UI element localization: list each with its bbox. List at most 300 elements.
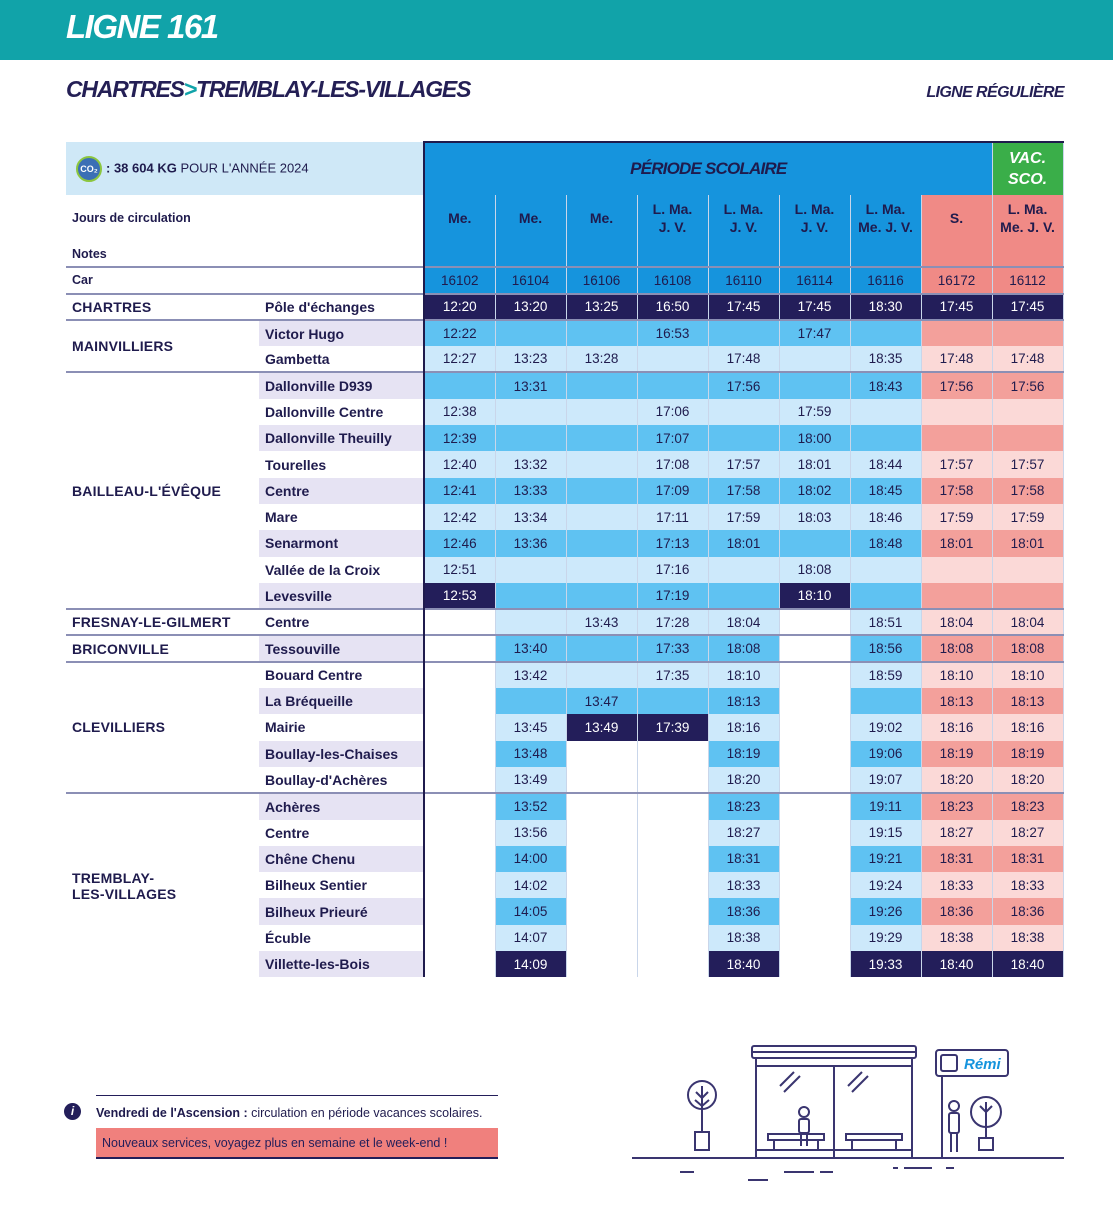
- remi-logo: Rémi: [964, 1056, 1001, 1073]
- time-cell: 19:02: [850, 714, 921, 740]
- time-cell: [779, 846, 850, 872]
- time-cell: [424, 635, 495, 661]
- time-cell: 13:28: [566, 346, 637, 372]
- time-cell: [850, 425, 921, 451]
- time-cell: [566, 767, 637, 793]
- stop-name: Vallée de la Croix: [259, 557, 424, 583]
- stop-name: Dallonville D939: [259, 372, 424, 398]
- notes-cell: [779, 241, 850, 267]
- time-cell: [424, 609, 495, 635]
- time-cell: [779, 662, 850, 688]
- time-cell: 13:23: [495, 346, 566, 372]
- ascension-note: [96, 1095, 498, 1127]
- time-cell: [708, 399, 779, 425]
- days-line1: S.: [949, 210, 964, 226]
- days-line1: Me.: [518, 210, 543, 226]
- time-cell: [566, 820, 637, 846]
- stop-name: Mare: [259, 504, 424, 530]
- time-cell: 12:22: [424, 320, 495, 346]
- time-cell: [566, 504, 637, 530]
- time-cell: [637, 372, 708, 398]
- days-line1: L. Ma.: [865, 201, 906, 217]
- time-cell: 19:33: [850, 951, 921, 977]
- time-cell: 18:08: [779, 557, 850, 583]
- time-cell: 14:00: [495, 846, 566, 872]
- time-cell: 18:20: [921, 767, 992, 793]
- stop-name: Villette-les-Bois: [259, 951, 424, 977]
- time-cell: 18:13: [708, 688, 779, 714]
- time-cell: [779, 951, 850, 977]
- days-cell: [637, 195, 708, 241]
- time-cell: [424, 793, 495, 819]
- time-cell: [921, 399, 992, 425]
- time-cell: 19:06: [850, 741, 921, 767]
- time-cell: 17:48: [992, 346, 1063, 372]
- time-cell: [424, 925, 495, 951]
- notes-row: [66, 241, 1063, 267]
- time-cell: [637, 925, 708, 951]
- time-cell: [779, 741, 850, 767]
- time-cell: [779, 372, 850, 398]
- time-cell: [779, 714, 850, 740]
- period-header-row: [66, 142, 1063, 195]
- time-cell: [850, 399, 921, 425]
- time-cell: 18:40: [921, 951, 992, 977]
- days-line2: Me. J. V.: [858, 219, 913, 235]
- time-cell: [424, 372, 495, 398]
- time-cell: 19:29: [850, 925, 921, 951]
- time-cell: 12:42: [424, 504, 495, 530]
- time-cell: 18:36: [992, 898, 1063, 924]
- time-cell: [708, 320, 779, 346]
- time-cell: [495, 425, 566, 451]
- notes-cell: [637, 241, 708, 267]
- time-cell: [424, 898, 495, 924]
- time-cell: [566, 951, 637, 977]
- stop-name: La Bréqueille: [259, 688, 424, 714]
- stop-name: Senarmont: [259, 530, 424, 556]
- time-cell: 18:35: [850, 346, 921, 372]
- time-cell: 17:11: [637, 504, 708, 530]
- notes-cell: [424, 241, 495, 267]
- time-cell: [921, 425, 992, 451]
- time-cell: 12:27: [424, 346, 495, 372]
- stop-name: Écuble: [259, 925, 424, 951]
- time-cell: [566, 635, 637, 661]
- time-cell: [424, 688, 495, 714]
- time-cell: [424, 714, 495, 740]
- notes-cell: [708, 241, 779, 267]
- notes-label: Notes: [72, 246, 107, 261]
- time-cell: 14:02: [495, 872, 566, 898]
- time-cell: [566, 925, 637, 951]
- days-cell: [424, 195, 495, 241]
- time-cell: 18:51: [850, 609, 921, 635]
- time-cell: 19:24: [850, 872, 921, 898]
- time-cell: 18:31: [921, 846, 992, 872]
- time-cell: 18:10: [921, 662, 992, 688]
- stop-name: Achères: [259, 793, 424, 819]
- time-cell: [495, 557, 566, 583]
- time-cell: 12:20: [424, 294, 495, 320]
- time-cell: [424, 662, 495, 688]
- time-cell: 17:45: [992, 294, 1063, 320]
- time-cell: 17:07: [637, 425, 708, 451]
- time-cell: [566, 478, 637, 504]
- time-cell: 13:52: [495, 793, 566, 819]
- stop-name: Victor Hugo: [259, 320, 424, 346]
- time-cell: 13:42: [495, 662, 566, 688]
- time-cell: 17:06: [637, 399, 708, 425]
- town-name: CLEVILLIERS: [66, 662, 259, 793]
- vac-line1: VAC.: [1009, 150, 1047, 167]
- time-cell: 18:27: [708, 820, 779, 846]
- stop-name: Bilheux Prieuré: [259, 898, 424, 924]
- time-cell: 16:53: [637, 320, 708, 346]
- time-cell: 17:59: [992, 504, 1063, 530]
- days-line1: L. Ma.: [1007, 201, 1048, 217]
- bus-stop-illustration: [628, 1040, 1068, 1190]
- time-cell: 17:45: [779, 294, 850, 320]
- stop-name: Chêne Chenu: [259, 846, 424, 872]
- time-cell: 18:10: [779, 583, 850, 609]
- time-cell: 18:19: [992, 741, 1063, 767]
- time-cell: 18:40: [992, 951, 1063, 977]
- time-cell: [850, 583, 921, 609]
- days-line1: L. Ma.: [652, 201, 693, 217]
- time-cell: 17:59: [921, 504, 992, 530]
- time-cell: 14:05: [495, 898, 566, 924]
- time-cell: 18:23: [921, 793, 992, 819]
- time-cell: [566, 846, 637, 872]
- time-cell: [637, 846, 708, 872]
- days-cell: [992, 195, 1063, 241]
- time-cell: 17:35: [637, 662, 708, 688]
- time-cell: 18:08: [708, 635, 779, 661]
- time-cell: 18:31: [992, 846, 1063, 872]
- days-line2: Me. J. V.: [1000, 219, 1055, 235]
- stop-name: Dallonville Theuilly: [259, 425, 424, 451]
- time-cell: 12:38: [424, 399, 495, 425]
- car-row: [66, 267, 1063, 293]
- time-cell: [921, 583, 992, 609]
- time-cell: [566, 425, 637, 451]
- route-title: [66, 76, 470, 103]
- top-banner: [0, 0, 1113, 60]
- time-cell: 12:39: [424, 425, 495, 451]
- time-cell: 18:08: [992, 635, 1063, 661]
- car-number: 16112: [992, 267, 1063, 293]
- time-cell: [779, 530, 850, 556]
- stop-name: Boullay-d'Achères: [259, 767, 424, 793]
- time-cell: [566, 583, 637, 609]
- time-cell: 18:20: [708, 767, 779, 793]
- time-cell: [850, 320, 921, 346]
- town-name: BRICONVILLE: [66, 635, 259, 661]
- time-cell: 12:41: [424, 478, 495, 504]
- town-line1: TREMBLAY-: [72, 869, 155, 886]
- time-cell: 18:38: [921, 925, 992, 951]
- days-line2: J. V.: [729, 219, 758, 235]
- new-services-banner: Nouveaux services, voyagez plus en semaine et le week-end !: [96, 1128, 498, 1159]
- stop-name: Tessouville: [259, 635, 424, 661]
- time-cell: 13:31: [495, 372, 566, 398]
- time-cell: 18:03: [779, 504, 850, 530]
- time-cell: 18:16: [921, 714, 992, 740]
- time-cell: [424, 846, 495, 872]
- time-cell: [637, 898, 708, 924]
- time-cell: [637, 820, 708, 846]
- days-cell: [921, 195, 992, 241]
- ascension-text: circulation en période vacances scolaires.: [247, 1106, 483, 1120]
- time-cell: 18:31: [708, 846, 779, 872]
- time-cell: [566, 662, 637, 688]
- town-name: CHARTRES: [66, 294, 259, 320]
- time-cell: [566, 399, 637, 425]
- time-cell: 19:15: [850, 820, 921, 846]
- time-cell: 19:26: [850, 898, 921, 924]
- time-cell: [424, 951, 495, 977]
- time-cell: [495, 688, 566, 714]
- time-cell: 14:07: [495, 925, 566, 951]
- time-cell: 13:48: [495, 741, 566, 767]
- time-cell: 19:07: [850, 767, 921, 793]
- time-cell: [708, 425, 779, 451]
- time-cell: [779, 635, 850, 661]
- time-cell: [424, 767, 495, 793]
- time-cell: [921, 557, 992, 583]
- time-cell: 18:36: [921, 898, 992, 924]
- time-cell: 18:04: [708, 609, 779, 635]
- stop-name: Boullay-les-Chaises: [259, 741, 424, 767]
- time-cell: 17:59: [779, 399, 850, 425]
- stop-name: Centre: [259, 820, 424, 846]
- time-cell: 13:49: [566, 714, 637, 740]
- time-cell: 18:23: [708, 793, 779, 819]
- time-cell: 17:08: [637, 451, 708, 477]
- time-cell: 17:58: [992, 478, 1063, 504]
- time-cell: 18:27: [921, 820, 992, 846]
- time-cell: [424, 872, 495, 898]
- days-cell: [495, 195, 566, 241]
- time-cell: [566, 372, 637, 398]
- stop-name: Tourelles: [259, 451, 424, 477]
- time-cell: [566, 793, 637, 819]
- time-cell: [779, 872, 850, 898]
- time-cell: 17:58: [708, 478, 779, 504]
- town-name: MAINVILLIERS: [66, 320, 259, 373]
- days-cell: [708, 195, 779, 241]
- time-cell: [637, 793, 708, 819]
- car-number: 16114: [779, 267, 850, 293]
- stop-name: Bilheux Sentier: [259, 872, 424, 898]
- info-icon: i: [64, 1103, 81, 1120]
- time-cell: 16:50: [637, 294, 708, 320]
- timetable: [66, 141, 1064, 977]
- time-cell: 13:49: [495, 767, 566, 793]
- time-cell: 18:04: [992, 609, 1063, 635]
- time-cell: [779, 688, 850, 714]
- time-cell: [708, 557, 779, 583]
- time-cell: [708, 583, 779, 609]
- time-cell: 17:56: [921, 372, 992, 398]
- days-line1: L. Ma.: [723, 201, 764, 217]
- time-cell: [779, 925, 850, 951]
- time-cell: [992, 320, 1063, 346]
- car-label: Car: [66, 267, 424, 293]
- time-cell: [566, 741, 637, 767]
- time-cell: 18:56: [850, 635, 921, 661]
- time-cell: 13:34: [495, 504, 566, 530]
- stop-name: Bouard Centre: [259, 662, 424, 688]
- time-cell: 17:56: [992, 372, 1063, 398]
- time-cell: [495, 399, 566, 425]
- days-cell: [566, 195, 637, 241]
- time-cell: 17:45: [708, 294, 779, 320]
- time-cell: [566, 320, 637, 346]
- time-cell: 13:36: [495, 530, 566, 556]
- time-cell: 17:48: [708, 346, 779, 372]
- time-cell: [637, 767, 708, 793]
- time-cell: 17:09: [637, 478, 708, 504]
- vacation-period-header: [992, 142, 1063, 195]
- time-cell: 18:02: [779, 478, 850, 504]
- time-cell: 17:57: [992, 451, 1063, 477]
- time-cell: 12:51: [424, 557, 495, 583]
- time-cell: 13:43: [566, 609, 637, 635]
- time-cell: 18:36: [708, 898, 779, 924]
- time-cell: [566, 530, 637, 556]
- car-number: 16116: [850, 267, 921, 293]
- time-cell: 18:33: [921, 872, 992, 898]
- time-cell: 17:33: [637, 635, 708, 661]
- time-cell: 13:45: [495, 714, 566, 740]
- time-cell: [921, 320, 992, 346]
- car-number: 16172: [921, 267, 992, 293]
- time-cell: 13:47: [566, 688, 637, 714]
- time-cell: 18:44: [850, 451, 921, 477]
- time-cell: 14:09: [495, 951, 566, 977]
- time-cell: 13:40: [495, 635, 566, 661]
- stop-row: [66, 609, 1063, 635]
- time-cell: [495, 583, 566, 609]
- time-cell: [566, 557, 637, 583]
- time-cell: 17:48: [921, 346, 992, 372]
- stop-row: [66, 294, 1063, 320]
- time-cell: [779, 898, 850, 924]
- co2-globe-icon: CO₂: [76, 156, 102, 182]
- time-cell: 18:13: [921, 688, 992, 714]
- time-cell: 19:11: [850, 793, 921, 819]
- car-number: 16110: [708, 267, 779, 293]
- car-number: 16104: [495, 267, 566, 293]
- route-to: TREMBLAY-LES-VILLAGES: [196, 76, 471, 102]
- stop-row: [66, 793, 1063, 819]
- stop-name: Gambetta: [259, 346, 424, 372]
- notes-cell: [850, 241, 921, 267]
- time-cell: 17:56: [708, 372, 779, 398]
- time-cell: [992, 425, 1063, 451]
- time-cell: [495, 320, 566, 346]
- co2-info: [66, 142, 424, 195]
- town-line2: LES-VILLAGES: [72, 885, 177, 902]
- time-cell: [637, 741, 708, 767]
- co2-value: : 38 604 KG: [106, 159, 177, 175]
- time-cell: 18:16: [992, 714, 1063, 740]
- time-cell: 18:38: [992, 925, 1063, 951]
- time-cell: 18:01: [779, 451, 850, 477]
- time-cell: [992, 557, 1063, 583]
- time-cell: 17:58: [921, 478, 992, 504]
- town-name: FRESNAY-LE-GILMERT: [66, 609, 259, 635]
- time-cell: 17:39: [637, 714, 708, 740]
- stop-row: [66, 662, 1063, 688]
- time-cell: 18:33: [992, 872, 1063, 898]
- time-cell: [779, 793, 850, 819]
- time-cell: 18:46: [850, 504, 921, 530]
- time-cell: 17:47: [779, 320, 850, 346]
- time-cell: [637, 346, 708, 372]
- time-cell: [779, 820, 850, 846]
- time-cell: 13:20: [495, 294, 566, 320]
- time-cell: 18:01: [992, 530, 1063, 556]
- time-cell: 17:57: [708, 451, 779, 477]
- time-cell: 13:56: [495, 820, 566, 846]
- time-cell: 18:38: [708, 925, 779, 951]
- time-cell: [566, 898, 637, 924]
- stop-name: Centre: [259, 609, 424, 635]
- stop-row: [66, 320, 1063, 346]
- time-cell: [850, 688, 921, 714]
- time-cell: 18:04: [921, 609, 992, 635]
- time-cell: [566, 872, 637, 898]
- time-cell: 18:40: [708, 951, 779, 977]
- time-cell: 12:46: [424, 530, 495, 556]
- time-cell: [850, 557, 921, 583]
- car-number: 16108: [637, 267, 708, 293]
- time-cell: 18:33: [708, 872, 779, 898]
- time-cell: 18:30: [850, 294, 921, 320]
- time-cell: [637, 951, 708, 977]
- days-label: Jours de circulation: [72, 211, 191, 225]
- time-cell: 18:23: [992, 793, 1063, 819]
- time-cell: 12:40: [424, 451, 495, 477]
- time-cell: 17:28: [637, 609, 708, 635]
- time-cell: [779, 767, 850, 793]
- time-cell: 17:59: [708, 504, 779, 530]
- time-cell: 18:01: [921, 530, 992, 556]
- time-cell: [992, 583, 1063, 609]
- notes-cell: [566, 241, 637, 267]
- time-cell: [495, 609, 566, 635]
- time-cell: 18:19: [921, 741, 992, 767]
- ascension-bold: Vendredi de l'Ascension :: [96, 1106, 248, 1120]
- time-cell: 18:20: [992, 767, 1063, 793]
- stop-row: [66, 635, 1063, 661]
- time-cell: 18:10: [708, 662, 779, 688]
- time-cell: [637, 872, 708, 898]
- notes-cell: [992, 241, 1063, 267]
- line-type: LIGNE RÉGULIÈRE: [926, 84, 1064, 101]
- stop-name: Centre: [259, 478, 424, 504]
- stop-name: Mairie: [259, 714, 424, 740]
- time-cell: 18:19: [708, 741, 779, 767]
- time-cell: 18:13: [992, 688, 1063, 714]
- time-cell: 17:45: [921, 294, 992, 320]
- time-cell: [779, 609, 850, 635]
- stop-row: [66, 372, 1063, 398]
- days-line1: Me.: [448, 210, 472, 226]
